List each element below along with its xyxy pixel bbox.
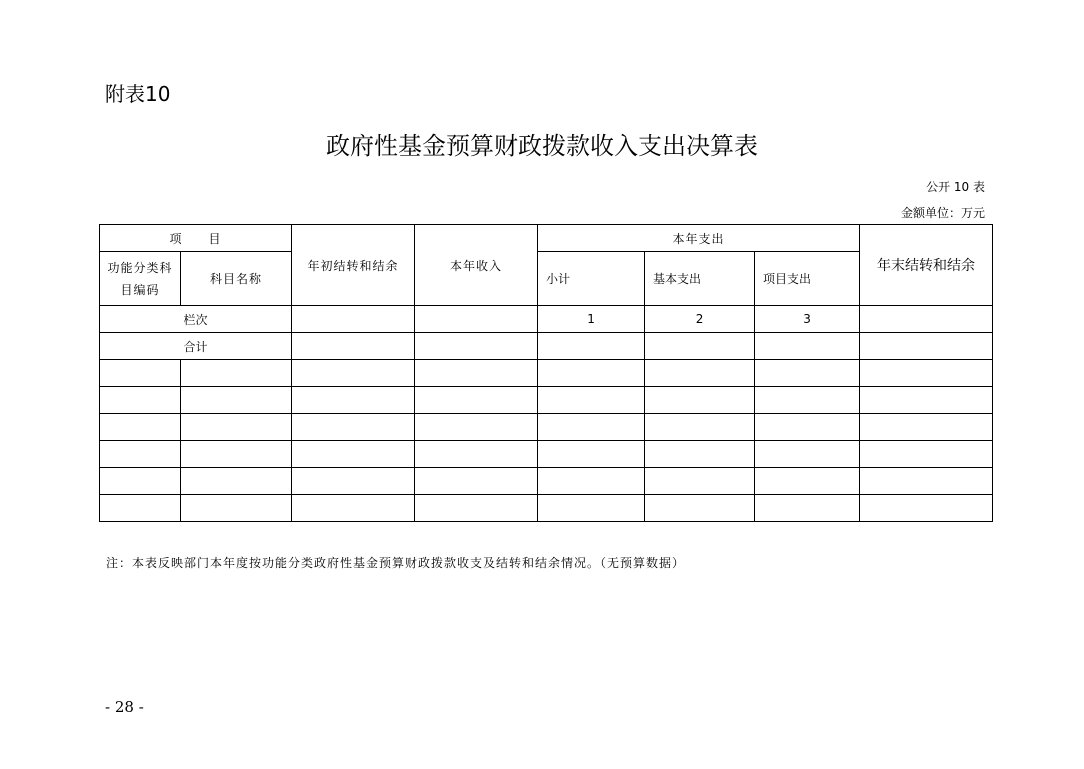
header-row-1	[100, 225, 993, 252]
table-cell	[755, 360, 860, 387]
table-cell	[415, 414, 538, 441]
table-cell	[645, 441, 755, 468]
column-index-row	[100, 306, 993, 333]
header-subtotal: 小计	[538, 252, 645, 306]
table-cell	[755, 468, 860, 495]
total-cell	[415, 333, 538, 360]
table-cell	[645, 387, 755, 414]
table-cell	[538, 468, 645, 495]
header-expenditure: 本年支出	[538, 225, 860, 252]
table-row	[100, 495, 993, 522]
table-cell	[292, 360, 415, 387]
appendix-label: 附表10	[105, 82, 171, 106]
document-title: 政府性基金预算财政拨款收入支出决算表	[326, 132, 758, 160]
table-cell	[181, 441, 292, 468]
budget-table	[99, 224, 993, 522]
table-cell	[538, 387, 645, 414]
total-cell	[860, 333, 993, 360]
table-cell	[538, 414, 645, 441]
table-cell	[755, 441, 860, 468]
table-cell	[860, 414, 993, 441]
table-cell	[645, 468, 755, 495]
table-cell	[538, 360, 645, 387]
total-row	[100, 333, 993, 360]
form-code: 公开 10 表	[926, 180, 985, 194]
table-cell	[860, 387, 993, 414]
header-basic: 基本支出	[645, 252, 755, 306]
table-cell	[100, 468, 181, 495]
table-row	[100, 387, 993, 414]
table-cell	[755, 414, 860, 441]
table-cell	[292, 414, 415, 441]
total-cell	[755, 333, 860, 360]
column-index-cell	[860, 306, 993, 333]
table-cell	[860, 360, 993, 387]
table-cell	[292, 468, 415, 495]
header-project: 项目支出	[755, 252, 860, 306]
column-index-cell: 1	[538, 306, 645, 333]
table-row	[100, 441, 993, 468]
total-cell	[538, 333, 645, 360]
table-cell	[181, 468, 292, 495]
table-cell	[100, 495, 181, 522]
column-index-cell: 2	[645, 306, 755, 333]
header-item: 项 目	[100, 225, 292, 252]
table-cell	[100, 414, 181, 441]
table-cell	[292, 441, 415, 468]
page-number: - 28 -	[105, 698, 144, 716]
table-cell	[538, 441, 645, 468]
table-cell	[181, 414, 292, 441]
column-index-cell: 3	[755, 306, 860, 333]
table-cell	[181, 387, 292, 414]
table-cell	[292, 495, 415, 522]
table-cell	[181, 495, 292, 522]
total-cell	[645, 333, 755, 360]
amount-unit: 金额单位：万元	[900, 206, 985, 220]
table-cell	[415, 495, 538, 522]
header-row-2	[100, 252, 993, 306]
table-cell	[100, 387, 181, 414]
table-cell	[415, 468, 538, 495]
column-index-cell	[415, 306, 538, 333]
total-cell	[292, 333, 415, 360]
table-cell	[100, 441, 181, 468]
table-row	[100, 360, 993, 387]
table-cell	[755, 495, 860, 522]
total-label: 合计	[100, 333, 292, 360]
header-subject-name: 科目名称	[181, 252, 292, 306]
table-cell	[292, 387, 415, 414]
header-func-code: 功能分类科目编码	[100, 252, 181, 306]
table-cell	[645, 414, 755, 441]
table-row	[100, 414, 993, 441]
header-end-balance: 年末结转和结余	[860, 225, 993, 306]
table-cell	[645, 360, 755, 387]
table-cell	[860, 441, 993, 468]
column-index-label: 栏次	[100, 306, 292, 333]
table-cell	[415, 441, 538, 468]
header-begin-balance: 年初结转和结余	[292, 225, 415, 306]
table-cell	[860, 468, 993, 495]
table-cell	[415, 360, 538, 387]
table-cell	[860, 495, 993, 522]
column-index-cell	[292, 306, 415, 333]
table-cell	[645, 495, 755, 522]
table-cell	[100, 360, 181, 387]
header-income: 本年收入	[415, 225, 538, 306]
table-cell	[415, 387, 538, 414]
table-cell	[538, 495, 645, 522]
table-cell	[181, 360, 292, 387]
table-cell	[755, 387, 860, 414]
table-row	[100, 468, 993, 495]
footnote: 注：本表反映部门本年度按功能分类政府性基金预算财政拨款收支及结转和结余情况。（无预算数据）	[106, 556, 686, 570]
